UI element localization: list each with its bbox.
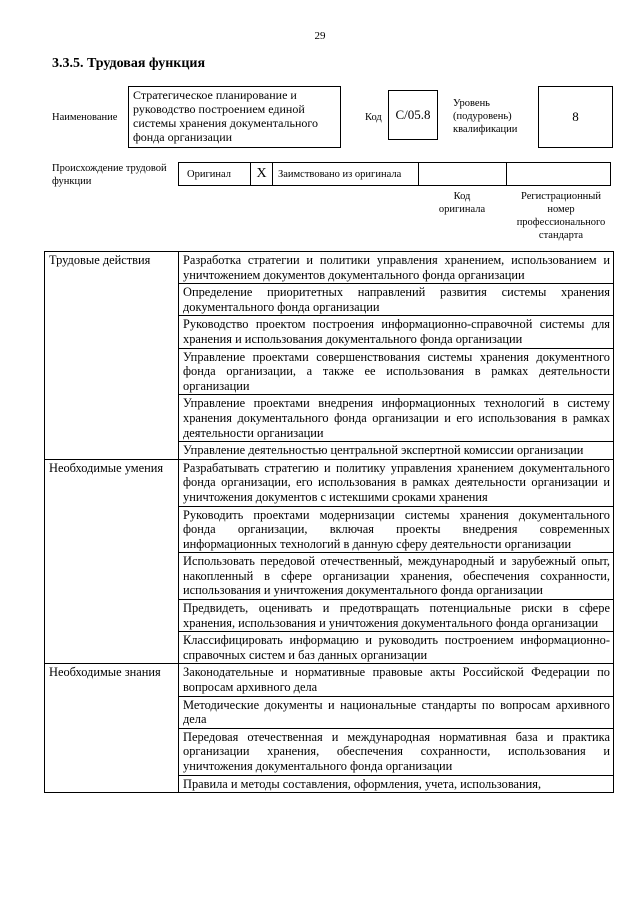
item-cell: Определение приоритетных направлений развития системы хранения документального фонда организации [179,284,614,316]
origin-original-cell [178,162,250,186]
reg-caption-line-1: Регистрационный [521,191,601,202]
origin-mark-cell [250,162,272,186]
item-cell: Предвидеть, оценивать и предотвращать потенциальные риски в сфере хранения, использования и уничтожения документального фонда организации [179,600,614,632]
item-cell: Управление деятельностью центральной экспертной комиссии организации [179,442,614,460]
name-label: Наименование [52,112,118,123]
item-cell: Правила и методы составления, оформления, учета, использования, [179,775,614,793]
category-cell: Необходимые знания [45,664,179,793]
origin-reg-cell [506,162,611,186]
item-cell: Классифицировать информацию и руководить построением информационно-справочных систем и баз данных организации [179,632,614,664]
code-original-caption [418,190,506,216]
level-value: 8 [572,109,579,124]
origin-borrowed-cell [272,162,418,186]
origin-code-cell [418,162,506,186]
level-label-line-2: (подуровень) [453,111,512,122]
origin-mark: X [256,166,267,181]
item-cell: Управление проектами совершенствования системы хранения документного фонда организации, а также ее использования в рамках деятельности организации [179,348,614,395]
item-cell: Управление проектами внедрения информационных технологий в систему хранения документального фонда организации и его использования в рамках деятельности организации [179,395,614,442]
level-label-line-1: Уровень [453,98,490,109]
origin-row [178,162,611,186]
function-name-box [128,86,341,148]
code-box [388,90,438,140]
table-row [45,664,614,696]
item-cell: Методические документы и национальные стандарты по вопросам архивного дела [179,696,614,728]
category-cell: Необходимые умения [45,459,179,664]
table-row [45,252,614,284]
item-cell: Разработка стратегии и политики управления хранением, использованием и уничтожением документов документального фонда организации [179,252,614,284]
origin-borrowed: Заимствовано из оригинала [278,168,402,180]
item-cell: Руководить проектами модернизации системы хранения документального фонда организации, включая проекты внедрения современных информационных технологий в данную сферу деятельности организации [179,506,614,553]
reg-caption-line-4: стандарта [538,230,584,241]
page-number: 29 [314,30,326,42]
reg-number-caption [508,190,614,242]
function-details-table [44,251,614,793]
reg-caption-line-2: номер [547,204,575,215]
category-cell: Трудовые действия [45,252,179,460]
code-value: С/05.8 [395,107,431,122]
reg-caption-line-3: профессионального [516,217,606,228]
item-cell: Законодательные и нормативные правовые акты Российской Федерации по вопросам архивного дела [179,664,614,696]
code-caption-line-1: Код [453,191,471,202]
function-name-value: Стратегическое планирование и руководство построением единой системы хранения документального фонда организации [133,88,319,144]
origin-label-line-2: функции [52,176,92,187]
level-label [453,97,517,136]
table-row [45,459,614,506]
section-title: 3.3.5. Трудовая функция [52,56,206,71]
code-label: Код [365,112,382,123]
item-cell: Использовать передовой отечественный, международный и зарубежный опыт, накопленный в сфере организации хранения, обеспечения сохранности, использования и уничтожения документального фонда организации [179,553,614,600]
code-caption-line-2: оригинала [438,204,486,215]
origin-original: Оригинал [187,168,231,180]
item-cell: Передовая отечественная и международная нормативная база и практика организации хранения, обеспечения сохранности, использования и уничтожения документального фонда организации [179,728,614,775]
level-box [538,86,613,148]
item-cell: Разрабатывать стратегию и политику управления хранением документального фонда организации, его использования в рамках деятельности организации и уничтожения документов с истекшими сроками хранения [179,459,614,506]
item-cell: Руководство проектом построения информационно-справочной системы для хранения и использования документального фонда организации [179,316,614,348]
level-label-line-3: квалификации [453,124,518,135]
origin-label-line-1: Происхождение трудовой [52,163,167,174]
origin-label [52,162,167,188]
